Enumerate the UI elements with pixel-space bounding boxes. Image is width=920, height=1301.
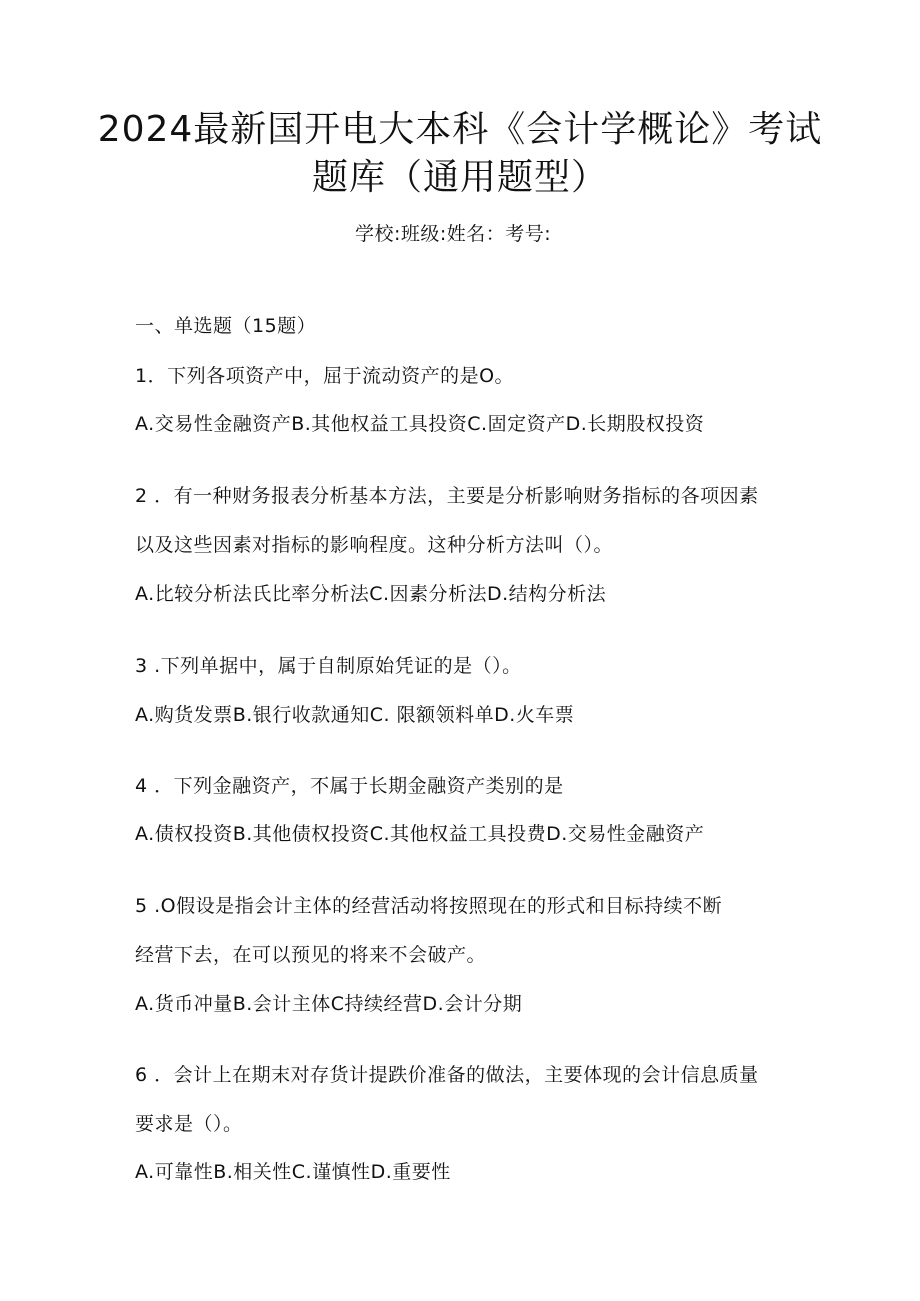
question-4-text: 4 ．下列金融资产，不属于长期金融资产类别的是 xyxy=(135,775,564,797)
question-5-text-line-1: 5 .O假设是指会计主体的经营活动将按照现在的形式和目标持续不断 xyxy=(135,895,723,917)
question-1-options: A.交易性金融资产B.其他权益工具投资C.固定资产D.长期股权投资 xyxy=(135,413,705,435)
section-heading: 一、单选题（15题） xyxy=(135,315,317,337)
question-1-text: 1．下列各项资产中，屈于流动资产的是O。 xyxy=(135,365,515,387)
question-6-text-line-2: 要求是（）。 xyxy=(135,1113,243,1135)
question-6-text-line-1: 6 ．会计上在期末对存货计提跌价准备的做法，主要体现的会计信息质量 xyxy=(135,1064,759,1086)
question-2-options: A.比较分析法氏比率分析法C.因素分析法D.结构分析法 xyxy=(135,583,607,605)
question-6-options: A.可靠性B.相关性C.谨慎性D.重要性 xyxy=(135,1161,451,1183)
question-3-text: 3 .下列单据中，属于自制原始凭证的是（）。 xyxy=(135,655,522,677)
question-2-text-line-1: 2 ．有一种财务报表分析基本方法，主要是分析影响财务指标的各项因素 xyxy=(135,485,759,507)
question-5-text-line-2: 经营下去，在可以预见的将来不会破产。 xyxy=(135,944,487,966)
student-info-line: 学校:班级:姓名：考号: xyxy=(355,223,552,245)
question-3-options: A.购货发票B.银行收款通知C. 限额领料单D.火车票 xyxy=(135,704,575,726)
question-4-options: A.债权投资B.其他债权投资C.其他权益工具投费D.交易性金融资产 xyxy=(135,823,705,845)
document-title-line-2: 题库（通用题型） xyxy=(311,157,608,198)
document-title-line-1: 2024最新国开电大本科《会计学概论》考试 xyxy=(97,109,823,150)
question-2-text-line-2: 以及这些因素对指标的影响程度。这种分析方法叫（）。 xyxy=(135,534,614,556)
question-5-options: A.货币冲量B.会计主体C持续经营D.会计分期 xyxy=(135,993,523,1015)
